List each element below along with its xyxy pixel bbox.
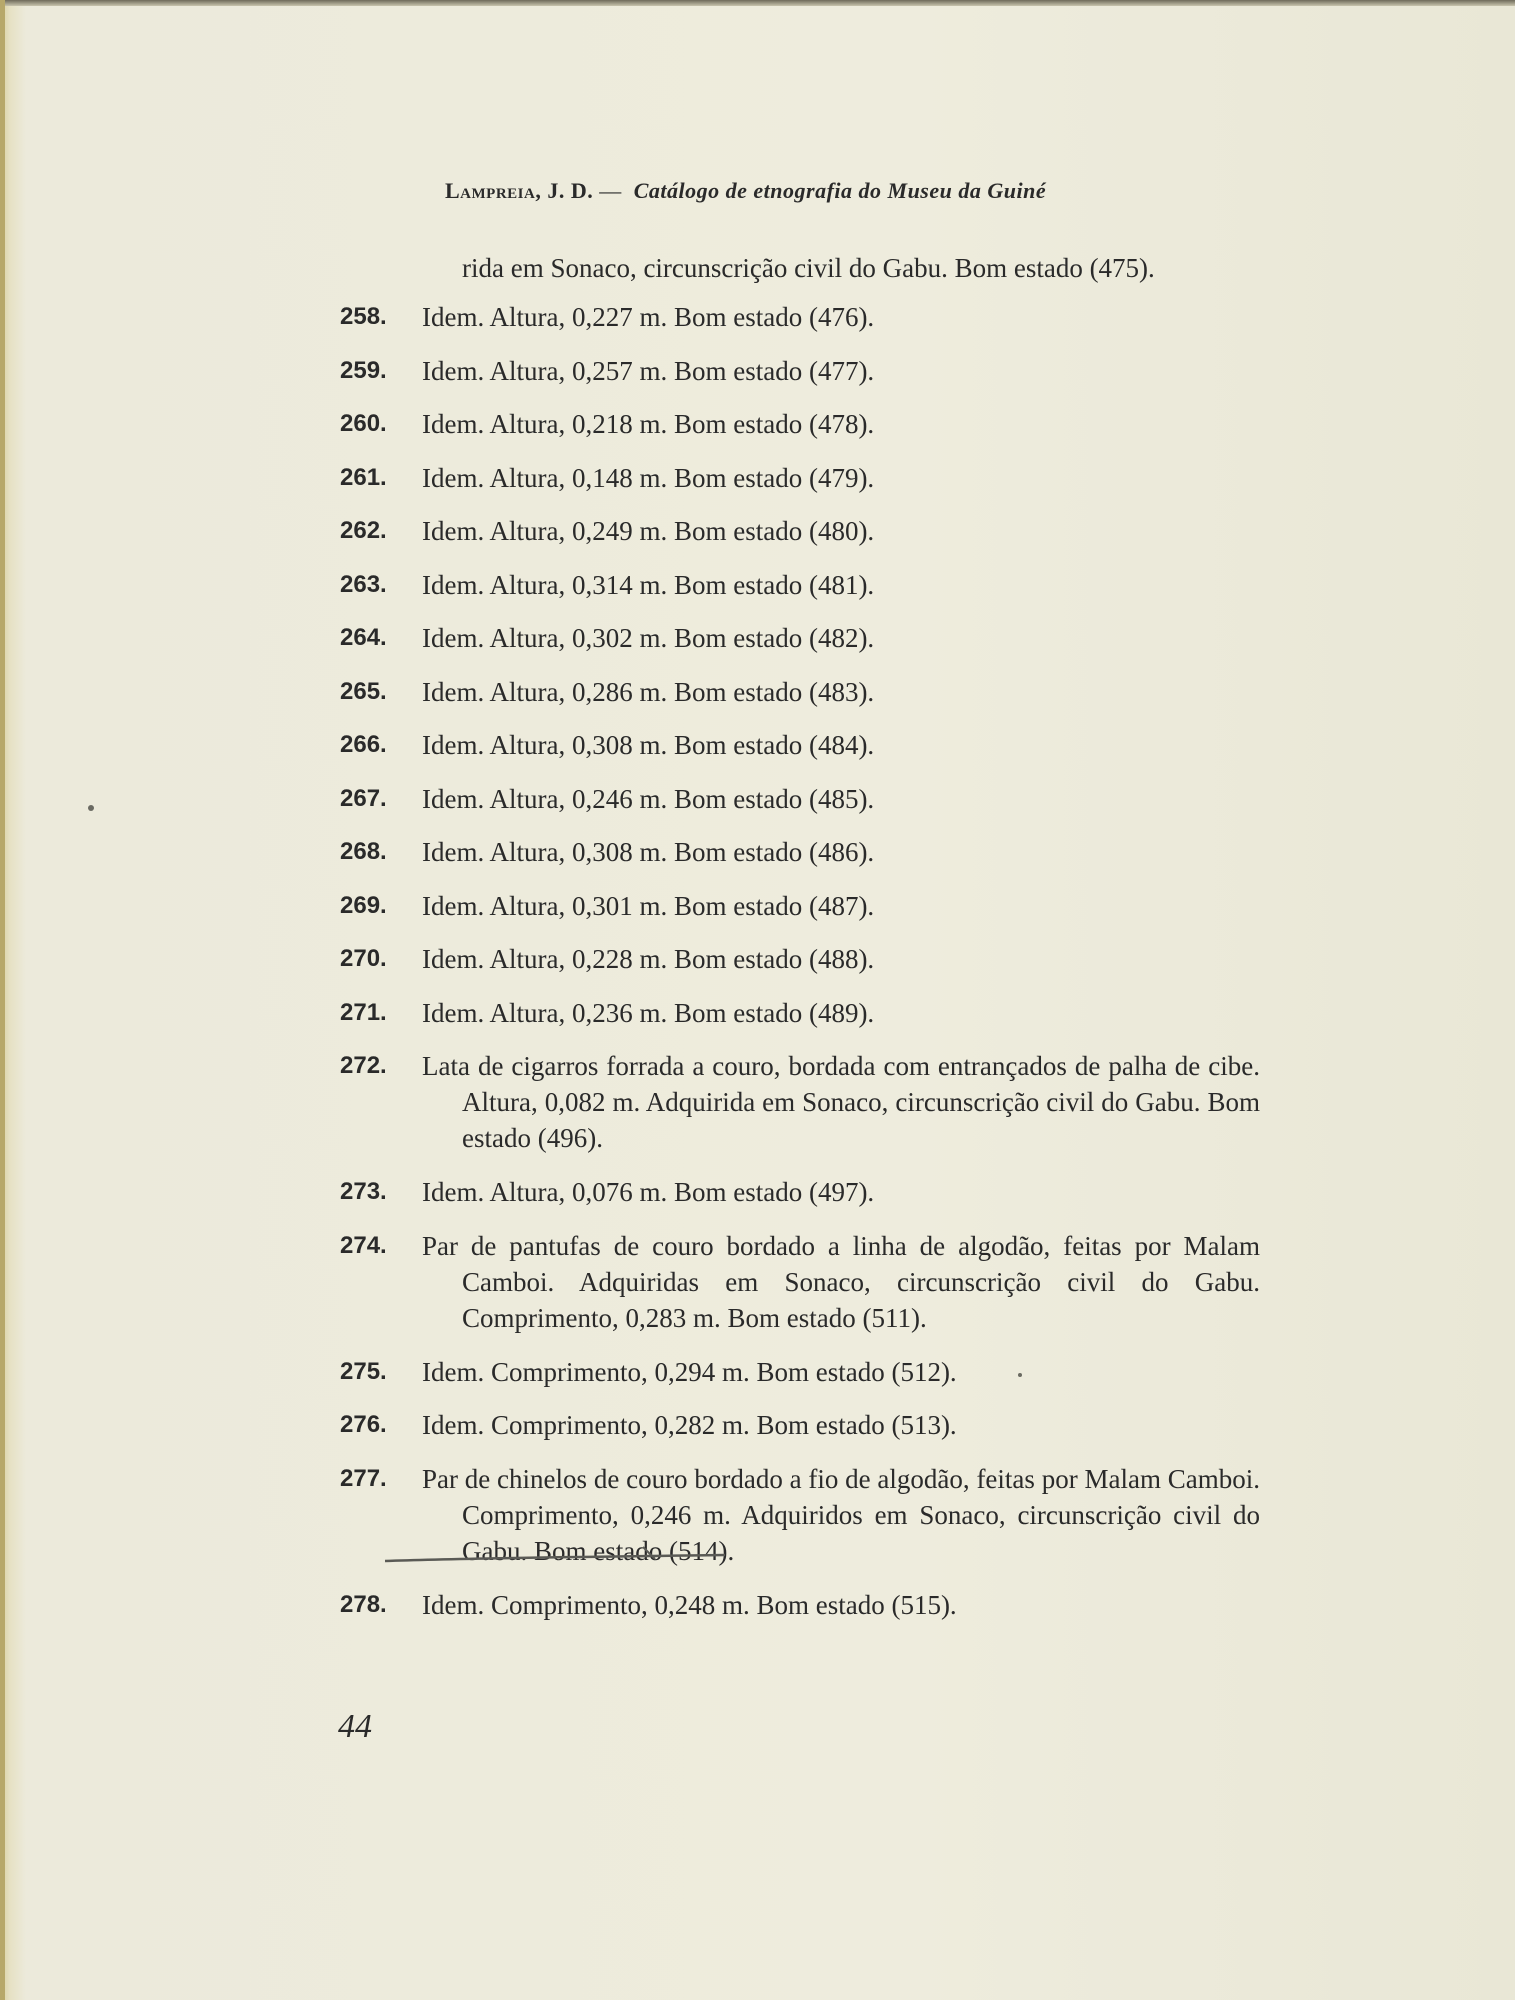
entry-text: Idem. Comprimento, 0,248 m. Bom estado (515). <box>422 1589 957 1620</box>
entry-number: 261. <box>340 463 387 491</box>
entry-number: 258. <box>340 303 387 330</box>
entry-number: 270. <box>340 945 387 972</box>
entry-text: Idem. Altura, 0,308 m. Bom estado (486). <box>422 837 875 867</box>
entry-number: 260. <box>340 410 387 437</box>
paper-speck <box>1018 1373 1022 1377</box>
entry-text: Par de chinelos de couro bordado a fio de algodão, feitas por Malam Camboi. Comprimento, 0,246 m. Adquiridos em Sonaco, circunscrição civil do Gabu. Bom estado (514). <box>422 1463 1260 1566</box>
entry-number: 275. <box>340 1357 387 1385</box>
catalogue-entry <box>340 727 1260 763</box>
entry-number: 271. <box>340 998 387 1026</box>
running-head <box>445 178 1046 204</box>
catalogue-entry <box>340 834 1260 870</box>
entry-text: Lata de cigarros forrada a couro, bordada com entrançados de palha de cibe. Altura, 0,082 m. Adquirida em Sonaco, circunscrição civil do Gabu. Bom estado (496). <box>422 1051 1260 1153</box>
catalogue-entry <box>340 353 1260 389</box>
entry-text: Idem. Altura, 0,249 m. Bom estado (480). <box>422 516 875 546</box>
entry-text: Idem. Altura, 0,218 m. Bom estado (478). <box>422 409 875 439</box>
catalogue-entry <box>340 995 1260 1031</box>
catalogue-entry <box>340 888 1260 924</box>
entry-text: Idem. Altura, 0,302 m. Bom estado (482). <box>422 623 875 653</box>
entry-text: Idem. Comprimento, 0,294 m. Bom estado (512). <box>422 1356 957 1387</box>
entry-text: Idem. Altura, 0,301 m. Bom estado (487). <box>422 890 875 921</box>
paper-speck <box>88 805 94 811</box>
entry-text: Idem. Altura, 0,308 m. Bom estado (484). <box>422 730 875 760</box>
catalogue-entry <box>340 620 1260 656</box>
catalogue-entry <box>340 941 1260 977</box>
entry-text: Idem. Altura, 0,236 m. Bom estado (489). <box>422 997 875 1028</box>
entry-number: 263. <box>340 570 387 598</box>
catalogue-entry <box>340 513 1260 549</box>
entry-text: Idem. Altura, 0,246 m. Bom estado (485). <box>422 783 875 814</box>
entry-text: Idem. Comprimento, 0,282 m. Bom estado (513). <box>422 1410 957 1440</box>
page-top-edge <box>0 0 1515 6</box>
entry-text: Idem. Altura, 0,286 m. Bom estado (483). <box>422 676 875 707</box>
running-head-author: Lampreia, J. D. <box>445 178 594 203</box>
catalogue-entry <box>340 406 1260 442</box>
page-binding-edge <box>0 0 5 2000</box>
catalogue-entries <box>340 250 1260 1640</box>
catalogue-entry <box>340 1461 1260 1569</box>
entry-number: 269. <box>340 891 387 919</box>
entry-text: Idem. Altura, 0,076 m. Bom estado (497). <box>422 1177 875 1207</box>
catalogue-entry <box>340 1407 1260 1443</box>
catalogue-entry <box>340 1354 1260 1390</box>
entry-number: 267. <box>340 784 387 812</box>
catalogue-entry <box>340 460 1260 496</box>
catalogue-entry <box>340 1048 1260 1156</box>
entry-number: 259. <box>340 356 387 384</box>
running-head-title: Catálogo de etnografia do Museu da Guiné <box>633 178 1047 203</box>
entry-number: 273. <box>340 1178 387 1205</box>
entry-number: 264. <box>340 624 387 651</box>
catalogue-entry <box>340 299 1260 335</box>
entry-number: 276. <box>340 1411 387 1438</box>
entry-number: 272. <box>340 1052 387 1079</box>
entry-number: 277. <box>340 1464 387 1492</box>
entry-text: Idem. Altura, 0,257 m. Bom estado (477). <box>422 355 875 386</box>
running-head-separator: — <box>599 178 622 203</box>
entry-number: 265. <box>340 677 387 705</box>
entry-number: 274. <box>340 1231 387 1259</box>
continuation-text: rida em Sonaco, circunscrição civil do Gabu. Bom estado (475). <box>462 253 1155 283</box>
entry-number: 278. <box>340 1590 387 1618</box>
catalogue-entry <box>340 1587 1260 1623</box>
entry-number: 262. <box>340 517 387 544</box>
catalogue-entry <box>340 1174 1260 1210</box>
catalogue-entry <box>340 1228 1260 1336</box>
catalogue-entry <box>340 567 1260 603</box>
entry-number: 268. <box>340 838 387 865</box>
entry-text: Idem. Altura, 0,227 m. Bom estado (476). <box>422 302 875 332</box>
entry-text: Idem. Altura, 0,314 m. Bom estado (481). <box>422 569 875 600</box>
entry-text: Idem. Altura, 0,148 m. Bom estado (479). <box>422 462 875 493</box>
entry-number: 266. <box>340 731 387 758</box>
page-number: 44 <box>338 1708 372 1745</box>
catalogue-entry <box>340 674 1260 710</box>
entry-text: Idem. Altura, 0,228 m. Bom estado (488). <box>422 944 875 974</box>
entry-text: Par de pantufas de couro bordado a linha de algodão, feitas por Malam Camboi. Adquiridas em Sonaco, circunscrição civil do Gabu. Comprimento, 0,283 m. Bom estado (511). <box>422 1230 1260 1333</box>
catalogue-entry <box>340 781 1260 817</box>
